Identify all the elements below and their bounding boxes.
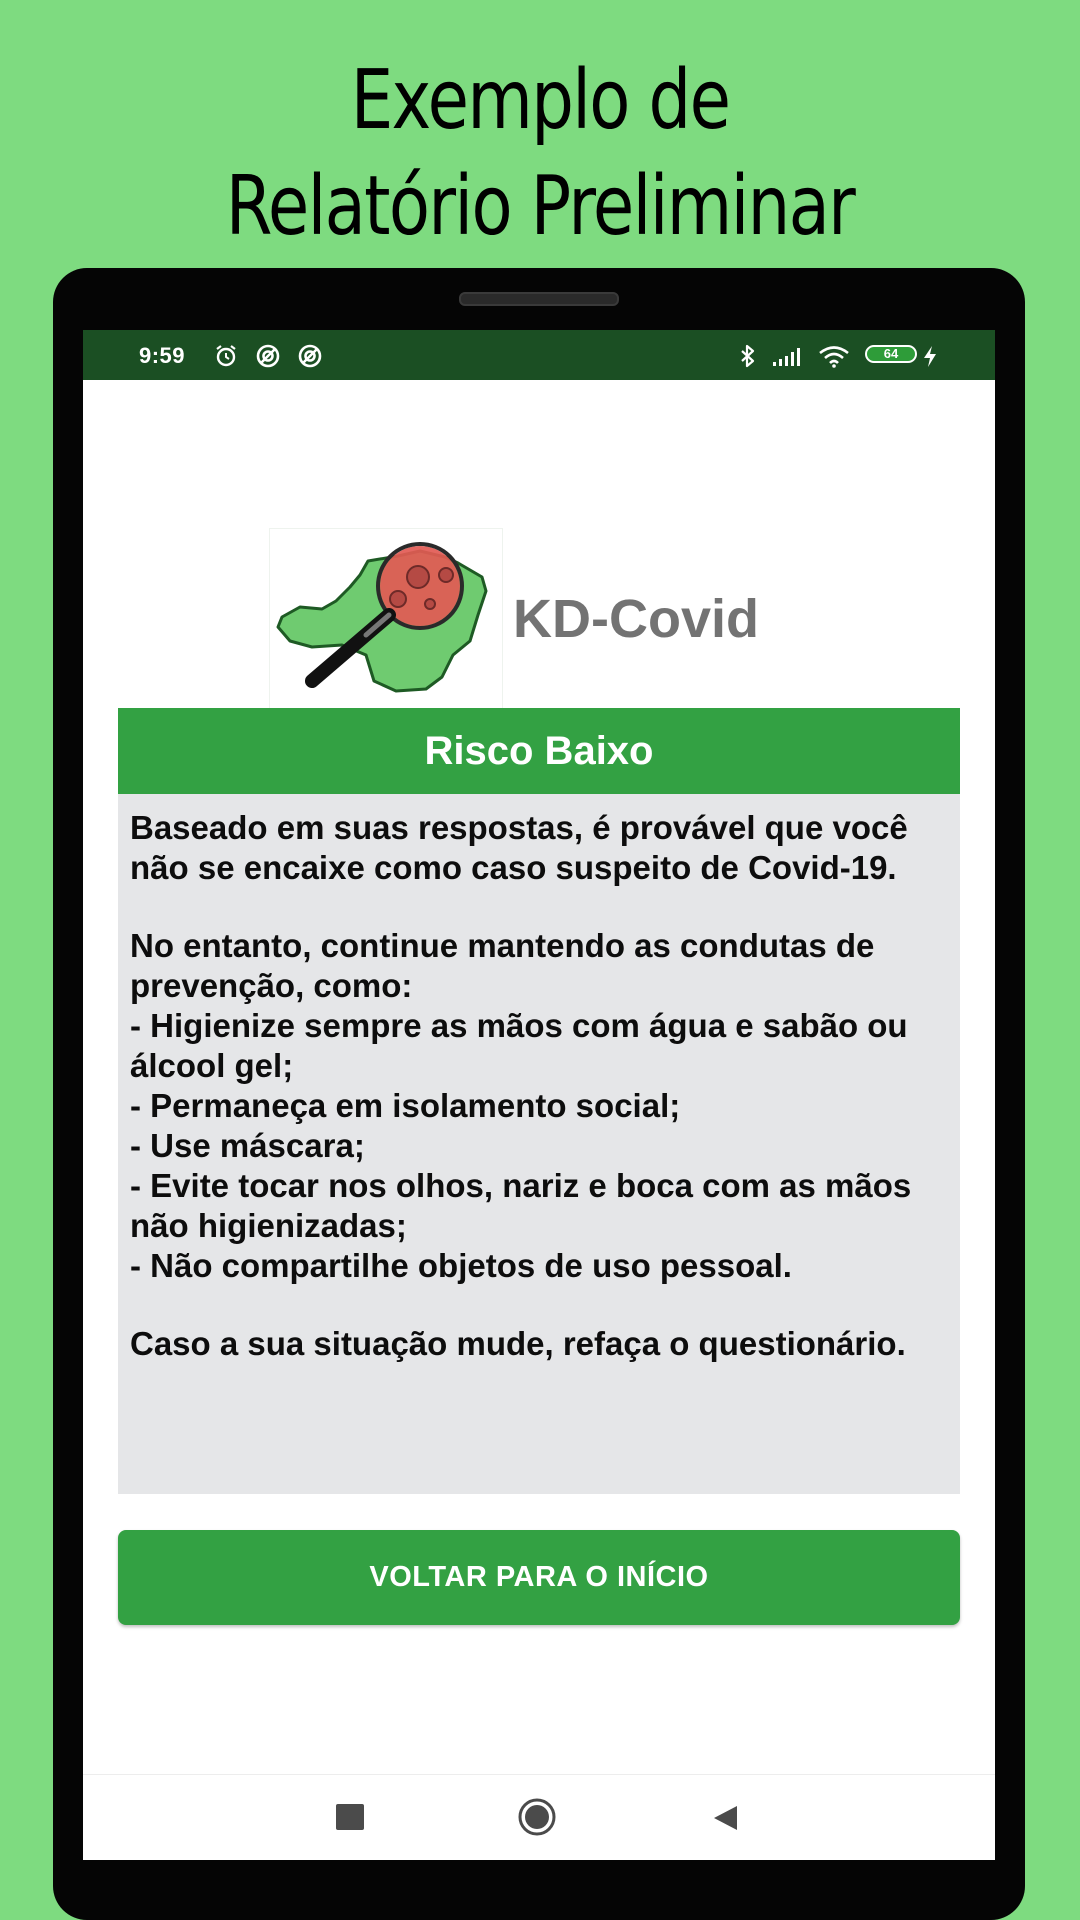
battery-level: 64: [883, 346, 899, 361]
risk-level-header: Risco Baixo: [118, 708, 960, 794]
magnifier-map-logo-icon: [270, 529, 502, 709]
bluetooth-icon: [735, 343, 761, 369]
advice-item: - Higienize sempre as mãos com água e sabão ou álcool gel;: [130, 1007, 908, 1084]
report-intro: Baseado em suas respostas, é provável que você não se encaixe como caso suspeito de Covid-19.: [130, 809, 908, 886]
promo-title: [97, 48, 983, 260]
advice-heading: No entanto, continue mantendo as condutas de prevenção, como:: [130, 927, 875, 1004]
advice-item: - Não compartilhe objetos de uso pessoal.: [130, 1247, 792, 1284]
home-icon[interactable]: [517, 1797, 557, 1837]
status-time: 9:59: [139, 343, 186, 368]
promo-title-line-2: Relatório Preliminar: [225, 159, 855, 254]
advice-item: - Evite tocar nos olhos, nariz e boca com as mãos não higienizadas;: [130, 1167, 912, 1244]
sync-icon: [255, 343, 281, 369]
advice-item: - Permaneça em isolamento social;: [130, 1087, 681, 1124]
phone-speaker: [459, 292, 619, 306]
sync-icon: [297, 343, 323, 369]
alarm-icon: [213, 343, 239, 369]
advice-item: - Use máscara;: [130, 1127, 365, 1164]
signal-icon: [771, 343, 805, 369]
app-logo: [269, 528, 503, 710]
system-nav-bar: [83, 1774, 995, 1860]
app-screen: [83, 330, 995, 1860]
app-name: KD-Covid: [513, 589, 759, 649]
charging-icon: [921, 343, 939, 369]
back-to-start-button[interactable]: VOLTAR PARA O INÍCIO: [118, 1530, 960, 1625]
report-body: [118, 794, 960, 1494]
report-footer-note: Caso a sua situação mude, refaça o questionário.: [130, 1325, 906, 1362]
wifi-icon: [817, 343, 851, 369]
battery-icon: [865, 345, 917, 363]
back-icon[interactable]: [710, 1803, 740, 1833]
phone-frame: [53, 268, 1025, 1920]
status-bar: [83, 330, 995, 380]
promo-title-line-1: Exemplo de: [350, 53, 730, 148]
recent-apps-icon[interactable]: [336, 1804, 364, 1830]
